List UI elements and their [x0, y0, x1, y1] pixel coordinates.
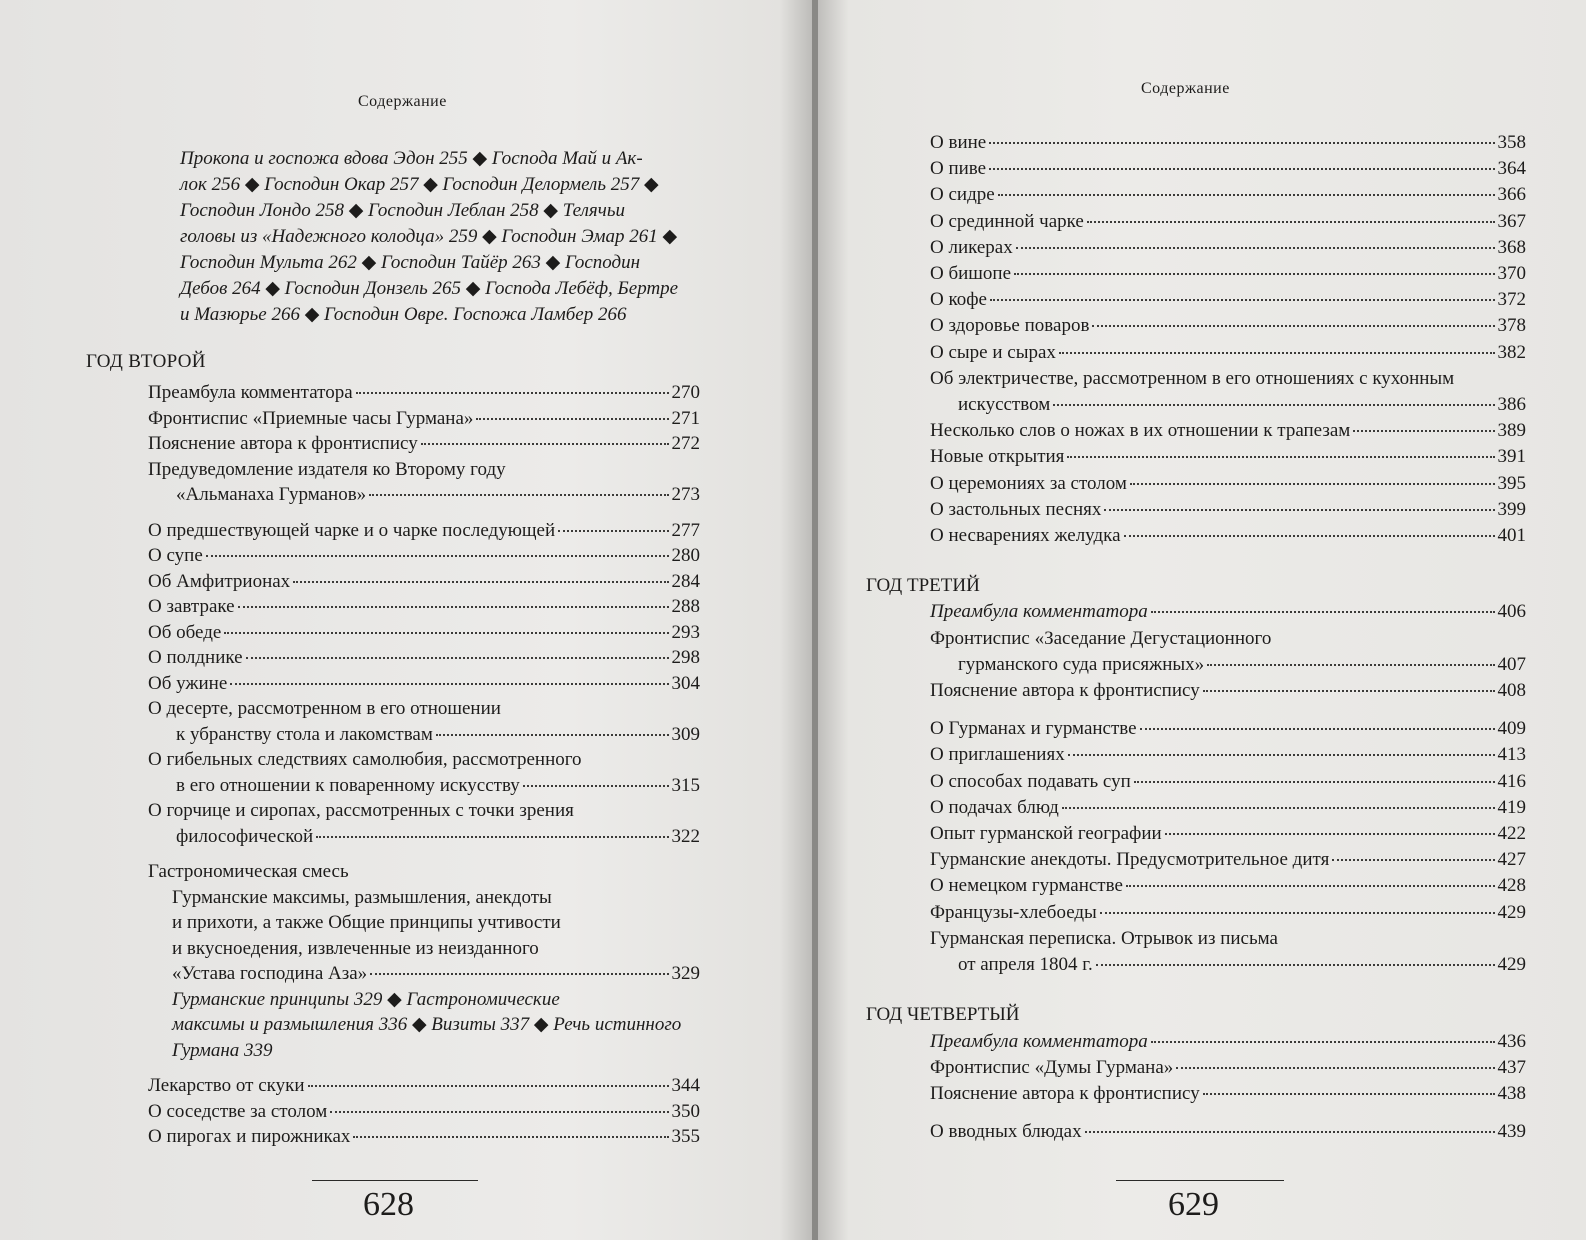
entry-page-number: 293: [671, 621, 700, 643]
entry-page-number: 322: [671, 825, 700, 847]
dot-leader: [436, 734, 669, 736]
entry-page-number: 413: [1497, 744, 1526, 766]
dot-leader: [369, 494, 668, 496]
toc-entry: [148, 518, 700, 544]
dot-leader: [1203, 690, 1495, 692]
dot-leader: [1203, 1093, 1495, 1095]
entry-page-number: 329: [671, 963, 700, 984]
toc-entry: [930, 873, 1526, 899]
entry-title: О подачах блюд: [930, 796, 1059, 818]
entry-title: Об Амфитрионах: [148, 570, 291, 592]
dot-leader: [1096, 964, 1495, 966]
dot-leader: [1100, 912, 1495, 914]
toc-entry: [930, 287, 1526, 313]
entry-page-number: 395: [1497, 472, 1526, 494]
entry-first-line: Об электричестве, рассмотренном в его отношениях с кухонным: [930, 367, 1455, 389]
toc-entry: [930, 444, 1526, 470]
entry-page-number: 358: [1497, 132, 1526, 153]
dot-leader: [1053, 404, 1494, 406]
dot-leader: [308, 1085, 669, 1087]
intro-line: Прокопа и госпожа вдова Эдон 255 ◆ Господа Май и Ак-: [180, 148, 643, 169]
toc-entry: [930, 182, 1526, 208]
entry-title: искусством: [958, 394, 1051, 416]
entry-title: О полднике: [148, 647, 243, 668]
dot-leader: [1353, 430, 1494, 432]
mix-line: и прихоти, а также Общие принципы учтивости: [172, 912, 561, 933]
toc-entry: [930, 156, 1526, 182]
dot-leader: [1140, 728, 1495, 730]
intro-line: головы из «Надежного колодца» 259 ◆ Господин Эмар 261 ◆: [180, 226, 678, 247]
entry-page-number: 409: [1497, 718, 1526, 740]
entry-page-number: 366: [1497, 184, 1526, 206]
dot-leader: [989, 168, 1494, 170]
entry-page-number: 437: [1497, 1056, 1526, 1078]
toc-entry: [930, 209, 1526, 235]
spacer: [930, 704, 1526, 716]
toc-entry: [148, 1073, 700, 1099]
toc-entry: [930, 742, 1526, 768]
dot-leader: [1092, 325, 1494, 327]
toc-entry: [930, 795, 1526, 821]
page-number-right: 629: [1168, 1186, 1219, 1223]
entry-page-number: 382: [1497, 341, 1526, 363]
intro-line: лок 256 ◆ Господин Окар 257 ◆ Господин Делормель 257 ◆: [180, 174, 659, 195]
toc-entry: [148, 406, 700, 432]
entry-title: Об ужине: [148, 672, 228, 694]
entry-page-number: 438: [1497, 1082, 1526, 1104]
dot-leader: [421, 443, 669, 445]
dot-leader: [1165, 833, 1495, 835]
toc-entry: [930, 1029, 1526, 1055]
entry-page-number: 350: [671, 1100, 700, 1122]
dot-leader: [1016, 247, 1495, 249]
dot-leader: [293, 581, 668, 583]
toc-entry: [148, 380, 700, 406]
mix-sub-line: Гурмана 339: [172, 1039, 273, 1061]
toc-entry: [930, 235, 1526, 261]
toc-entry: [148, 645, 700, 671]
dot-leader: [1176, 1067, 1494, 1069]
entry-page-number: 270: [671, 382, 700, 403]
entry-title: О бишопе: [930, 263, 1012, 285]
entry-title: философической: [176, 825, 314, 847]
spacer: [930, 978, 1526, 1002]
mix-line: и вкусноедения, извлеченные из неизданного: [172, 937, 539, 959]
entry-title: О сидре: [930, 184, 995, 206]
entry-title: Пояснение автора к фронтиспису: [148, 433, 418, 454]
entry-page-number: 355: [671, 1126, 700, 1147]
toc-entry: [148, 773, 700, 799]
entry-page-number: 436: [1497, 1030, 1526, 1052]
entry-title: О кофе: [930, 289, 987, 311]
toc-entry: [930, 261, 1526, 287]
toc-list-left: [148, 380, 700, 1150]
entry-page-number: 399: [1497, 498, 1526, 520]
dot-leader: [224, 632, 668, 634]
entry-title: от апреля 1804 г.: [958, 954, 1093, 976]
dot-leader: [356, 392, 669, 394]
entry-first-line: О десерте, рассмотренном в его отношении: [148, 698, 501, 719]
dot-leader: [558, 530, 668, 532]
entry-title: в его отношении к поваренному искусству: [176, 774, 520, 796]
entry-title: Преамбула комментатора: [148, 382, 353, 403]
dot-leader: [1130, 483, 1495, 485]
toc-entry: [930, 418, 1526, 444]
entry-title: О здоровье поваров: [930, 315, 1090, 337]
dot-leader: [1332, 859, 1494, 861]
entry-title: О супе: [148, 545, 203, 566]
entry-page-number: 378: [1497, 315, 1526, 337]
entry-page-number: 304: [671, 672, 700, 694]
entry-title: О церемониях за столом: [930, 472, 1127, 494]
intro-line: Господин Мульта 262 ◆ Господин Тайёр 263 ◆ Господин: [180, 252, 641, 273]
entry-title: О вводных блюдах: [930, 1121, 1082, 1143]
toc-entry: [930, 1119, 1526, 1145]
dot-leader: [206, 555, 669, 557]
mix-sub-line: Гурманские принципы 329 ◆ Гастрономические: [172, 988, 560, 1010]
entry-page-number: 298: [671, 647, 700, 668]
dot-leader: [238, 606, 669, 608]
toc-entry: [930, 900, 1526, 926]
entry-page-number: 273: [671, 484, 700, 505]
entry-title: Фронтиспис «Приемные часы Гурмана»: [148, 407, 474, 429]
toc-list-right: [866, 130, 1526, 1145]
entry-title: к убранству стола и лакомствам: [176, 723, 433, 745]
entry-page-number: 309: [671, 723, 700, 745]
section-title-year-three: ГОД ТРЕТИЙ: [866, 575, 980, 597]
dot-leader: [1124, 535, 1495, 537]
dot-leader: [1014, 273, 1494, 275]
mix-body: [148, 885, 700, 1064]
spacer: [930, 549, 1526, 573]
entry-title: Преамбула комментатора: [930, 1030, 1148, 1052]
entry-title: Фронтиспис «Думы Гурмана»: [930, 1056, 1174, 1078]
entry-first-line: Фронтиспис «Заседание Дегустационного: [930, 627, 1272, 649]
entry-page-number: 416: [1497, 770, 1526, 792]
entry-first-line: Предуведомление издателя ко Второму году: [148, 458, 506, 480]
entry-title: О сыре и сырах: [930, 341, 1056, 363]
dot-leader: [1085, 1131, 1495, 1133]
dot-leader: [523, 785, 669, 787]
dot-leader: [990, 299, 1495, 301]
folio-rule-left: [312, 1180, 478, 1181]
entry-page-number: 419: [1497, 796, 1526, 818]
entry-title: Гурманские анекдоты. Предусмотрительное дитя: [930, 849, 1330, 871]
entry-page-number: 288: [671, 596, 700, 617]
entry-page-number: 428: [1497, 875, 1526, 897]
entry-title: О завтраке: [148, 596, 235, 617]
spacer: [148, 1063, 700, 1073]
toc-entry: [148, 569, 700, 595]
entry-page-number: 315: [671, 774, 700, 796]
dot-leader: [1062, 807, 1495, 809]
dot-leader: [998, 194, 1495, 196]
entry-title: Об обеде: [148, 621, 222, 643]
toc-entry: [148, 594, 700, 620]
dot-leader: [1068, 754, 1495, 756]
toc-entry: [148, 620, 700, 646]
entry-title: Несколько слов о ножах в их отношении к трапезам: [930, 420, 1351, 442]
toc-entry: [930, 652, 1526, 678]
toc-entry: [930, 1081, 1526, 1107]
toc-entry: [930, 523, 1526, 549]
entry-page-number: 407: [1497, 653, 1526, 675]
dot-leader: [1067, 456, 1494, 458]
mix-line: Гурманские максимы, размышления, анекдоты: [172, 886, 552, 908]
entry-title: О несварениях желудка: [930, 525, 1121, 547]
dot-leader: [1087, 221, 1495, 223]
toc-entry: [930, 821, 1526, 847]
entry-page-number: 427: [1497, 849, 1526, 871]
entry-title: Лекарство от скуки: [148, 1075, 305, 1096]
toc-entry: [148, 671, 700, 697]
page-number-left: 628: [363, 1186, 414, 1223]
dot-leader: [330, 1111, 668, 1113]
dot-leader: [230, 683, 668, 685]
entry-title: О пиве: [930, 158, 987, 180]
dot-leader: [1104, 509, 1494, 511]
spacer: [148, 849, 700, 859]
entry-page-number: 391: [1497, 446, 1526, 468]
spacer: [930, 1107, 1526, 1119]
entry-title: О Гурманах и гурманстве: [930, 718, 1137, 740]
entry-page-number: 370: [1497, 263, 1526, 285]
spacer: [148, 508, 700, 518]
dot-leader: [1126, 885, 1495, 887]
entry-page-number: 386: [1497, 394, 1526, 416]
intro-line: и Мазюрье 266 ◆ Господин Овре. Госпожа Ламбер 266: [180, 304, 627, 325]
entry-page-number: 272: [671, 433, 700, 454]
dot-leader: [1207, 664, 1494, 666]
toc-entry: [148, 431, 700, 457]
entry-page-number: 367: [1497, 210, 1526, 232]
mix-heading: Гастрономическая смесь: [148, 861, 349, 882]
entry-first-line: Гурманская переписка. Отрывок из письма: [930, 927, 1278, 949]
entry-title: О срединной чарке: [930, 210, 1084, 232]
toc-entry: [930, 847, 1526, 873]
entry-page-number: 277: [671, 519, 700, 541]
entry-title: О застольных песнях: [930, 498, 1102, 520]
running-head-left: Содержание: [358, 93, 447, 110]
entry-first-line: О горчице и сиропах, рассмотренных с точки зрения: [148, 800, 574, 821]
entry-title: Пояснение автора к фронтиспису: [930, 680, 1200, 702]
dot-leader: [989, 142, 1494, 144]
toc-entry: [148, 824, 700, 850]
dot-leader: [1059, 352, 1495, 354]
entry-title: Новые открытия: [930, 446, 1065, 468]
dot-leader: [476, 418, 668, 420]
entry-page-number: 271: [671, 407, 700, 429]
entry-page-number: 408: [1497, 680, 1526, 702]
entry-title: «Альманаха Гурманов»: [176, 484, 367, 505]
section-title-year-four: ГОД ЧЕТВЕРТЫЙ: [866, 1004, 1020, 1026]
toc-entry: [930, 599, 1526, 625]
toc-entry: [148, 722, 700, 748]
folio-rule-right: [1116, 1180, 1284, 1181]
entry-title: О пирогах и пирожниках: [148, 1126, 351, 1147]
entry-page-number: 284: [671, 570, 700, 592]
toc-entry: [930, 678, 1526, 704]
mix-sub-line: максимы и размышления 336 ◆ Визиты 337 ◆ Речь истинного: [172, 1014, 682, 1035]
entry-title: Преамбула комментатора: [930, 601, 1148, 623]
entry-title: О соседстве за столом: [148, 1100, 328, 1122]
toc-entry: [930, 497, 1526, 523]
toc-entry: [930, 471, 1526, 497]
entry-page-number: 372: [1497, 289, 1526, 311]
entry-first-line: О гибельных следствиях самолюбия, рассмотренного: [148, 749, 582, 770]
dot-leader: [1134, 781, 1495, 783]
toc-entry: [148, 1124, 700, 1150]
intro-paragraph: [180, 146, 678, 328]
entry-page-number: 364: [1497, 158, 1526, 180]
entry-title: О немецком гурманстве: [930, 875, 1123, 897]
dot-leader: [353, 1136, 668, 1138]
entry-page-number: 429: [1497, 954, 1526, 976]
entry-title: «Устава господина Аза»: [172, 963, 368, 984]
intro-line: Господин Лондо 258 ◆ Господин Леблан 258 ◆ Телячьи: [180, 200, 625, 221]
toc-entry: [930, 340, 1526, 366]
dot-leader: [1151, 1041, 1495, 1043]
dot-leader: [316, 836, 668, 838]
dot-leader: [1151, 611, 1495, 613]
entry-title: О приглашениях: [930, 744, 1065, 766]
entry-page-number: 280: [671, 545, 700, 566]
entry-page-number: 429: [1497, 901, 1526, 923]
right-page: [818, 0, 1586, 1240]
entry-title: О вине: [930, 132, 987, 153]
entry-page-number: 422: [1497, 823, 1526, 845]
entry-title: О предшествующей чарке и о чарке последующей: [148, 519, 556, 541]
toc-entry: [148, 1099, 700, 1125]
toc-entry: [930, 392, 1526, 418]
toc-entry: [930, 1055, 1526, 1081]
toc-entry: [930, 952, 1526, 978]
entry-page-number: 344: [671, 1075, 700, 1096]
running-head-right: Содержание: [1141, 80, 1230, 97]
toc-entry: [930, 313, 1526, 339]
dot-leader: [370, 973, 668, 975]
entry-title: Опыт гурманской географии: [930, 823, 1162, 845]
toc-entry: [930, 130, 1526, 156]
toc-entry: [930, 769, 1526, 795]
entry-page-number: 401: [1497, 525, 1526, 547]
toc-entry: [172, 961, 700, 987]
entry-page-number: 439: [1497, 1121, 1526, 1143]
section-title-year-two: ГОД ВТОРОЙ: [86, 351, 206, 372]
entry-title: О способах подавать суп: [930, 770, 1131, 792]
toc-entry: [148, 482, 700, 508]
entry-title: Французы-хлебоеды: [930, 901, 1097, 923]
toc-entry: [930, 716, 1526, 742]
entry-title: О ликерах: [930, 236, 1013, 258]
entry-title: Пояснение автора к фронтиспису: [930, 1082, 1200, 1104]
dot-leader: [246, 657, 669, 659]
entry-page-number: 389: [1497, 420, 1526, 442]
entry-page-number: 368: [1497, 236, 1526, 258]
entry-page-number: 406: [1497, 601, 1526, 623]
toc-entry: [148, 543, 700, 569]
intro-line: Дебов 264 ◆ Господин Донзель 265 ◆ Господа Лебёф, Бертре: [180, 278, 679, 299]
entry-title: гурманского суда присяжных»: [958, 653, 1205, 675]
